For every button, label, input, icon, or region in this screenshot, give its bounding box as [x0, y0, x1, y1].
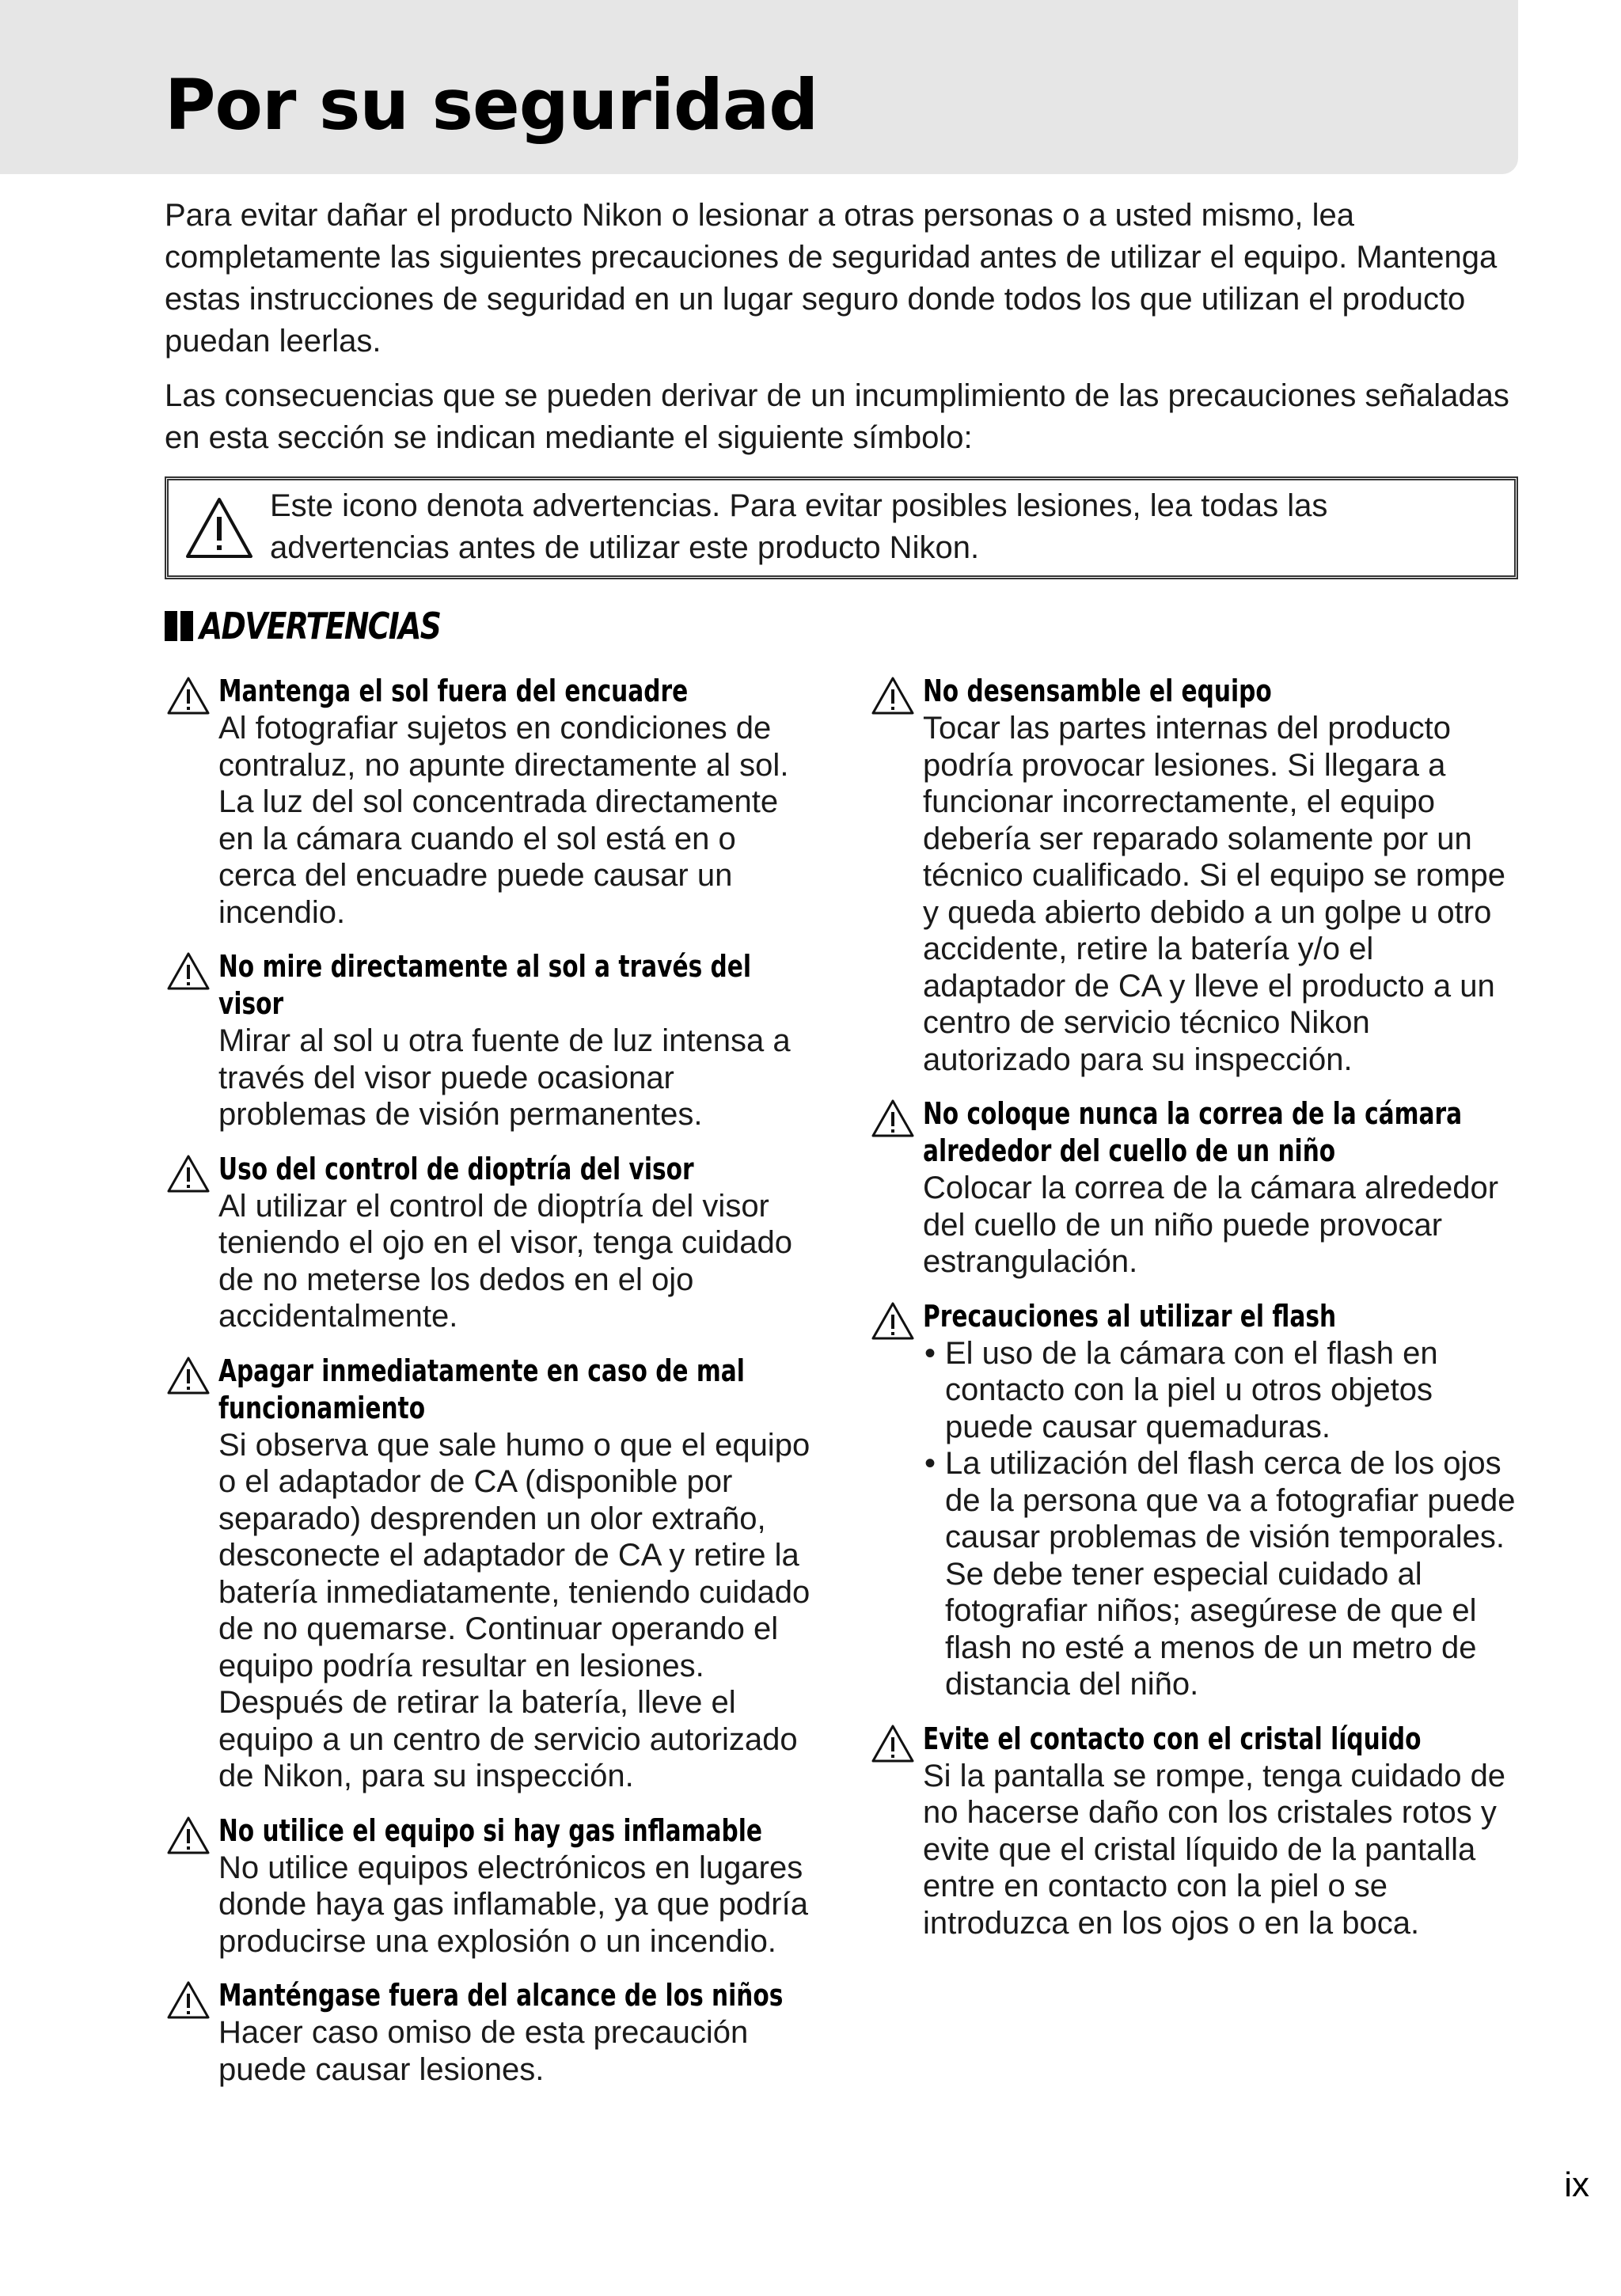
list-item-text: La utilización del flash cerca de los ojos de la persona que va a fotografiar puede causar problemas de visión temporales. Se debe tener especial cuidado al fotografiar niños; asegúrese de que el flash no esté a menos de un metro de distancia del niño. [945, 1446, 1516, 1702]
warning-item [165, 673, 822, 931]
warning-triangle-icon [871, 676, 915, 715]
warning-item [165, 1812, 822, 1960]
warning-item [869, 1095, 1518, 1281]
warnings-right-column [869, 673, 1518, 1959]
warning-body: Si la pantalla se rompe, tenga cuidado de no hacerse daño con los cristales rotos y evite que el cristal líquido de la pantalla entre en contacto con la piel o se introduzca en los ojos o en la boca. [923, 1758, 1506, 1941]
warning-triangle-icon [166, 1154, 211, 1194]
warning-title: Uso del control de dioptría del visor [218, 1151, 694, 1186]
warning-title: Mantenga el sol fuera del encuadre [218, 674, 689, 708]
warning-item [165, 1353, 822, 1795]
page-number: ix [1564, 2165, 1589, 2204]
warning-title: Apagar inmediatamente en caso de mal funcionamiento [218, 1353, 745, 1425]
warning-item [869, 1298, 1518, 1703]
warning-triangle-icon [166, 951, 211, 991]
warning-item [165, 1977, 822, 2088]
warning-body: Al utilizar el control de dioptría del visor teniendo el ojo en el visor, tenga cuidado de no meterse los dedos en el ojo accidentalmente. [218, 1188, 792, 1334]
list-item [923, 1445, 1518, 1703]
warning-triangle-icon [871, 1099, 915, 1138]
warning-notice-box [165, 476, 1518, 579]
intro-paragraph-2: Las consecuencias que se pueden derivar de un incumplimiento de las precauciones señaladas en esta sección se indican mediante el siguiente símbolo: [165, 378, 1509, 455]
bullet-icon: • [924, 1446, 936, 1481]
intro-paragraph-1: Para evitar dañar el producto Nikon o lesionar a otras personas o a usted mismo, lea completamente las siguientes precauciones de seguridad antes de utilizar el equipo. Mantenga estas instrucciones de seguridad en un lugar seguro donde todos los que utilizan el producto puedan leerlas. [165, 198, 1498, 359]
warnings-left-column [165, 673, 822, 2105]
warning-triangle-icon [166, 1816, 211, 1855]
warning-title: No mire directamente al sol a través del visor [218, 949, 752, 1021]
warning-body: Al fotografiar sujetos en condiciones de contraluz, no apunte directamente al sol. La luz del sol concentrada directamente en la cámara cuando el sol está en o cerca del encuadre puede causar un incendio. [218, 711, 789, 930]
section-heading [165, 598, 493, 654]
warning-title: Manténgase fuera del alcance de los niños [218, 1978, 784, 2013]
warning-item [165, 948, 822, 1133]
warning-triangle-icon [166, 1980, 211, 2020]
heading-marker [165, 611, 193, 641]
bullet-icon: • [924, 1335, 936, 1371]
warning-title: Evite el contacto con el cristal líquido [923, 1721, 1422, 1756]
warning-item [869, 673, 1518, 1078]
warning-title: No coloque nunca la correa de la cámara alrededor del cuello de un niño [923, 1096, 1463, 1168]
warning-body: Si observa que sale humo o que el equipo o el adaptador de CA (disponible por separado) desprenden un olor extraño, desconecte el adaptador de CA y retire la batería inmediatamente, teniendo cuidado de no quemarse. Continuar operando el equipo podría resultar en lesiones. Después de retirar la batería, lleve el equipo a un centro de servicio autorizado de Nikon, para su inspección. [218, 1427, 810, 1793]
warning-triangle-icon [871, 1724, 915, 1763]
warning-body: No utilice equipos electrónicos en lugares donde haya gas inflamable, ya que podría producirse una explosión o un incendio. [218, 1850, 808, 1959]
page-title: Por su seguridad [165, 64, 818, 146]
warning-body: Hacer caso omiso de esta precaución puede causar lesiones. [218, 2015, 749, 2087]
warning-body: Mirar al sol u otra fuente de luz intensa a través del visor puede ocasionar problemas de visión permanentes. [218, 1023, 791, 1132]
warning-triangle-icon [166, 1356, 211, 1395]
flash-precautions-list [923, 1335, 1518, 1703]
warning-title: No desensamble el equipo [923, 674, 1272, 708]
warning-body: Colocar la correa de la cámara alrededor del cuello de un niño puede provocar estrangulación. [923, 1171, 1499, 1279]
warning-triangle-icon [871, 1301, 915, 1341]
warning-item [869, 1721, 1518, 1942]
warning-title: No utilice el equipo si hay gas inflamable [218, 1812, 763, 1848]
notice-text: Este icono denota advertencias. Para evitar posibles lesiones, lea todas las advertencias antes de utilizar este producto Nikon. [270, 488, 1328, 565]
section-heading-text: ADVERTENCIAS [199, 605, 441, 647]
warning-item [165, 1151, 822, 1335]
warning-body: Tocar las partes internas del producto podría provocar lesiones. Si llegara a funcionar incorrectamente, el equipo debería ser reparado solamente por un técnico cualificado. Si el equipo se rompe y queda abierto debido a un golpe u otro accidente, retire la batería y/o el adaptador de CA y lleve el producto a un centro de servicio técnico Nikon autorizado para su inspección. [923, 711, 1505, 1077]
warning-triangle-icon [184, 496, 254, 560]
list-item [923, 1335, 1518, 1446]
warning-title: Precauciones al utilizar el flash [923, 1298, 1337, 1334]
warning-triangle-icon [166, 676, 211, 715]
list-item-text: El uso de la cámara con el flash en contacto con la piel u otros objetos puede causar quemaduras. [945, 1335, 1438, 1444]
